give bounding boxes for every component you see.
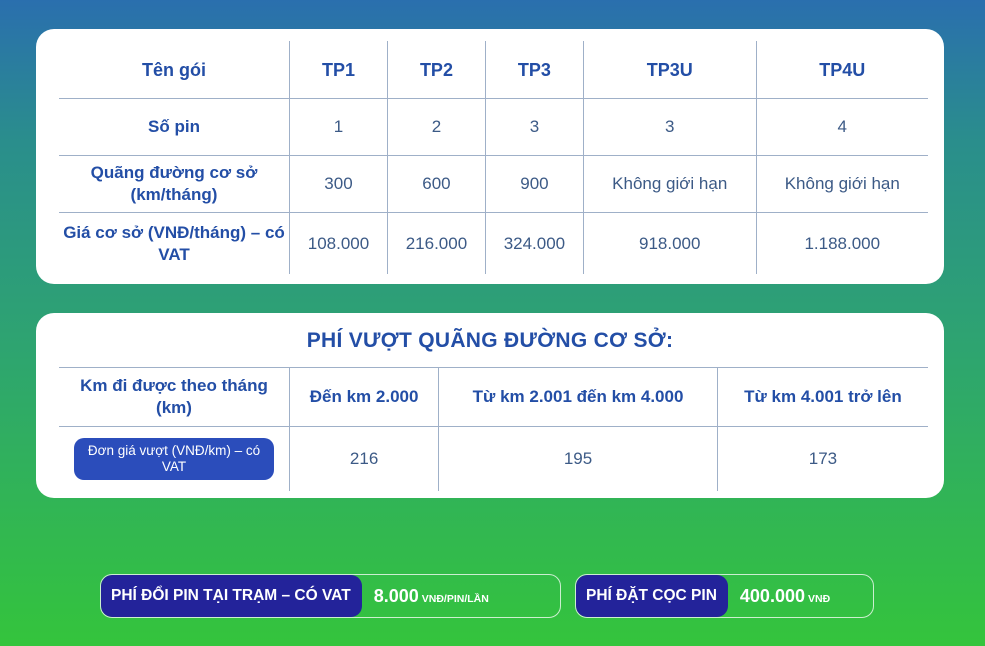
table-row [59,99,928,156]
table-cell: 300 [290,156,388,213]
table-cell: 4 [756,99,928,156]
table-cell: 108.000 [290,213,388,275]
row-label-base-price: Giá cơ sở (VNĐ/tháng) – có VAT [59,213,290,275]
plans-table [59,41,928,274]
swap-fee-value [362,586,489,607]
deposit-fee-badge [575,574,874,618]
plans-card [36,29,944,284]
swap-fee-price: 8.000 [373,585,419,606]
table-cell: 3 [485,99,583,156]
plan-name-header: Tên gói [59,41,290,99]
overage-header-label: Km đi được theo tháng (km) [59,368,290,427]
plan-tp4u-header: TP4U [756,41,928,99]
table-cell: 216.000 [387,213,485,275]
table-row [59,213,928,275]
table-cell: 173 [808,449,838,468]
overage-header-tier3: Từ km 4.001 trở lên [717,368,928,427]
overage-title: PHÍ VƯỢT QUÃNG ĐƯỜNG CƠ SỞ: [306,329,674,352]
plan-tp2-header: TP2 [387,41,485,99]
swap-fee-badge [100,574,561,618]
overage-header-tier2: Từ km 2.001 đến km 4.000 [439,368,718,427]
swap-fee-unit: VNĐ/PIN/LẦN [421,592,489,605]
table-cell: 600 [387,156,485,213]
swap-fee-label: PHÍ ĐỔI PIN TẠI TRẠM – CÓ VAT [101,575,362,617]
deposit-fee-price: 400.000 [739,585,805,606]
plan-tp3-header: TP3 [485,41,583,99]
table-cell: 324.000 [485,213,583,275]
table-cell: 1.188.000 [804,233,881,253]
table-cell: 3 [583,99,756,156]
table-row [59,156,928,213]
plan-tp1-header: TP1 [290,41,388,99]
table-cell: 1 [290,99,388,156]
overage-card [36,313,944,498]
table-cell: 918.000 [583,213,756,275]
overage-header-tier1: Đến km 2.000 [290,368,439,427]
plans-header-row [59,41,928,99]
overage-row-label-cell [59,427,290,492]
table-cell: 216 [290,427,439,492]
overage-header-row [59,368,928,427]
overage-table [59,367,928,491]
table-cell: Không giới hạn [756,156,928,213]
table-cell: 2 [387,99,485,156]
table-row [59,427,928,492]
deposit-fee-unit: VNĐ [807,592,831,605]
deposit-fee-label: PHÍ ĐẶT CỌC PIN [576,575,728,617]
plan-tp3u-header: TP3U [583,41,756,99]
row-label-base-distance: Quãng đường cơ sở (km/tháng) [59,156,290,213]
overage-rate-label: Đơn giá vượt (VNĐ/km) – có VAT [74,438,274,480]
deposit-fee-value [728,586,830,607]
table-cell: Không giới hạn [583,156,756,213]
table-cell: 900 [485,156,583,213]
table-cell: 195 [439,427,718,492]
row-label-battery-count: Số pin [59,99,290,156]
